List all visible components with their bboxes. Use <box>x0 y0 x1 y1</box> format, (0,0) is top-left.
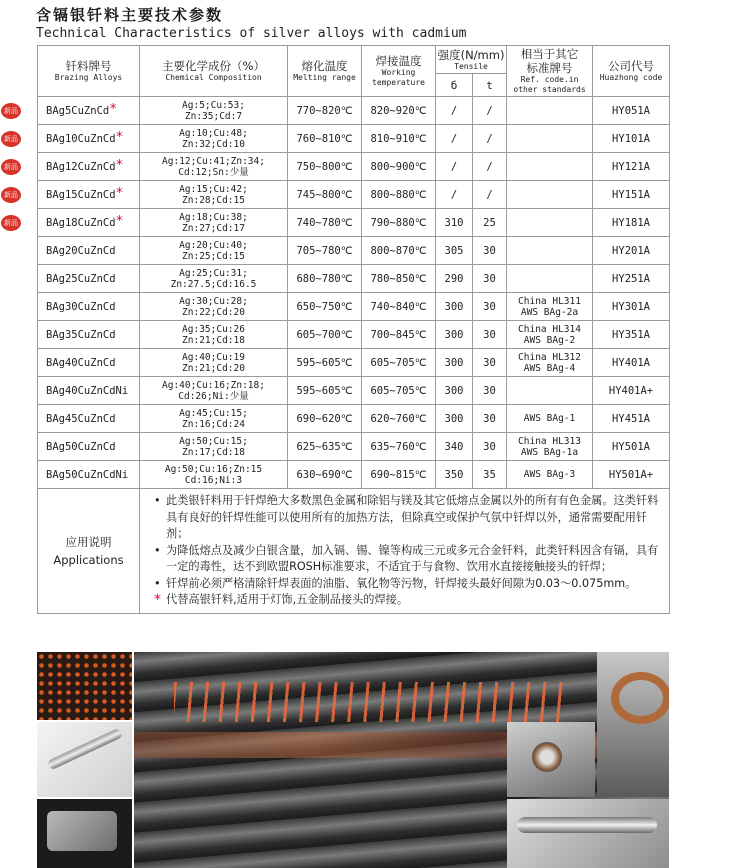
new-product-badge: 新品 <box>1 131 21 147</box>
alloy-cell: BAg25CuZnCd <box>38 265 140 293</box>
code-cell: HY051A <box>593 97 670 125</box>
melting-cell: 595~605℃ <box>288 349 362 377</box>
standard-cell: AWS BAg-3 <box>507 461 593 489</box>
alloy-cell: BAg20CuZnCd <box>38 237 140 265</box>
standard-cell <box>507 125 593 153</box>
alloy-cell: BAg40CuZnCdNi <box>38 377 140 405</box>
working-cell: 605~705℃ <box>362 349 436 377</box>
composition-cell: Ag:12;Cu:41;Zn:34; Cd:12;Sn:少量 <box>140 153 288 181</box>
strength-t-cell: 30 <box>473 237 507 265</box>
table-row <box>38 125 670 153</box>
table-row <box>38 153 670 181</box>
code-cell: HY401A+ <box>593 377 670 405</box>
application-bullet: • 为降低熔点及减少白银含量，加入镉、锡、镍等构成三元或多元合金钎料，此类钎料因含有镉，具有一定的毒性，达不到欧盟ROSH标准要求，不适宜于与食物、饮用水直接接触接头的钎焊； <box>154 543 663 576</box>
header-melting: 熔化温度 Melting range <box>288 46 362 97</box>
working-cell: 780~850℃ <box>362 265 436 293</box>
application-note: * 代替高银钎料,适用于灯饰,五金制品接头的焊接。 <box>154 592 663 609</box>
melting-cell: 650~750℃ <box>288 293 362 321</box>
strength-b-cell: 310 <box>436 209 473 237</box>
standard-cell <box>507 97 593 125</box>
melting-cell: 740~780℃ <box>288 209 362 237</box>
new-product-badge: 新品 <box>1 215 21 231</box>
spec-table <box>4 45 670 614</box>
composition-cell: Ag:5;Cu:53; Zn:35;Cd:7 <box>140 97 288 125</box>
application-bullet: • 此类银钎料用于钎焊绝大多数黑色金属和除铝与镁及其它低熔点金属以外的所有有色金属。这类钎料具有良好的钎焊性能可以使用所有的加热方法，但除真空或保护气氛中钎焊以外，通常需要配用钎剂； <box>154 493 663 543</box>
melting-cell: 625~635℃ <box>288 433 362 461</box>
standard-cell: China HL314 AWS BAg-2 <box>507 321 593 349</box>
star-mark: * <box>109 101 118 117</box>
alloy-cell: 新品 BAg12CuZnCd* <box>38 153 140 181</box>
strength-b-cell: 340 <box>436 433 473 461</box>
application-label: 应用说明 Applications <box>38 489 140 614</box>
strength-b-cell: / <box>436 97 473 125</box>
product-photo-collage <box>37 652 669 868</box>
strength-b-cell: 305 <box>436 237 473 265</box>
table-row <box>38 237 670 265</box>
star-mark: * <box>115 157 124 173</box>
melting-cell: 630~690℃ <box>288 461 362 489</box>
alloy-cell: 新品 BAg15CuZnCd* <box>38 181 140 209</box>
strength-t-cell: / <box>473 97 507 125</box>
standard-cell: China HL313 AWS BAg-1a <box>507 433 593 461</box>
strength-t-cell: 30 <box>473 405 507 433</box>
strength-b-cell: 300 <box>436 349 473 377</box>
table-row <box>38 293 670 321</box>
header-strength: 强度(N/mm) Tensile <box>436 46 507 74</box>
strength-t-cell: 30 <box>473 433 507 461</box>
table-row <box>38 97 670 125</box>
composition-cell: Ag:50;Cu:15; Zn:17;Cd:18 <box>140 433 288 461</box>
table-row <box>38 433 670 461</box>
code-cell: HY401A <box>593 349 670 377</box>
melting-cell: 595~605℃ <box>288 377 362 405</box>
table-header-row <box>38 46 670 74</box>
standard-cell <box>507 237 593 265</box>
strength-t-cell: / <box>473 125 507 153</box>
strength-b-cell: / <box>436 153 473 181</box>
composition-cell: Ag:10;Cu:48; Zn:32;Cd:10 <box>140 125 288 153</box>
new-product-badge: 新品 <box>1 187 21 203</box>
new-product-badge: 新品 <box>1 103 21 119</box>
working-cell: 790~880℃ <box>362 209 436 237</box>
code-cell: HY201A <box>593 237 670 265</box>
table-row <box>38 321 670 349</box>
strength-b-cell: / <box>436 125 473 153</box>
tube-assembly-photo <box>507 799 669 868</box>
star-mark: * <box>115 129 124 145</box>
composition-cell: Ag:30;Cu:28; Zn:22;Cd:20 <box>140 293 288 321</box>
standard-cell <box>507 209 593 237</box>
copper-fitting-photo <box>597 652 669 797</box>
melting-cell: 770~820℃ <box>288 97 362 125</box>
table-row <box>38 181 670 209</box>
alloy-cell: BAg40CuZnCd <box>38 349 140 377</box>
working-cell: 800~870℃ <box>362 237 436 265</box>
strength-b-cell: / <box>436 181 473 209</box>
alloy-cell: BAg30CuZnCd <box>38 293 140 321</box>
strength-t-cell: 30 <box>473 349 507 377</box>
code-cell: HY151A <box>593 181 670 209</box>
standard-cell <box>507 265 593 293</box>
strength-t-cell: 30 <box>473 293 507 321</box>
strength-t-cell: / <box>473 153 507 181</box>
standard-cell: AWS BAg-1 <box>507 405 593 433</box>
strength-t-cell: 30 <box>473 321 507 349</box>
header-code: 公司代号 Huazhong code <box>593 46 670 97</box>
strength-t-cell: 35 <box>473 461 507 489</box>
star-mark: * <box>115 185 124 201</box>
strength-b-cell: 290 <box>436 265 473 293</box>
page-title-cn: 含镉银钎料主要技术参数 <box>36 6 224 24</box>
working-cell: 800~900℃ <box>362 153 436 181</box>
composition-cell: Ag:50;Cu:16;Zn:15 Cd:16;Ni:3 <box>140 461 288 489</box>
working-cell: 800~880℃ <box>362 181 436 209</box>
melting-cell: 760~810℃ <box>288 125 362 153</box>
alloy-cell: 新品 BAg10CuZnCd* <box>38 125 140 153</box>
composition-cell: Ag:40;Cu:19 Zn:21;Cd:20 <box>140 349 288 377</box>
page-title-en: Technical Characteristics of silver alloys with cadmium <box>36 26 467 41</box>
working-cell: 620~760℃ <box>362 405 436 433</box>
new-product-badge: 新品 <box>1 159 21 175</box>
alloy-cell: BAg45CuZnCd <box>38 405 140 433</box>
table-row <box>38 405 670 433</box>
alloy-cell: BAg50CuZnCd <box>38 433 140 461</box>
strength-b-cell: 300 <box>436 405 473 433</box>
working-cell: 690~815℃ <box>362 461 436 489</box>
bolt-joint-photo <box>507 722 595 797</box>
strength-t-cell: / <box>473 181 507 209</box>
standard-cell: China HL311 AWS BAg-2a <box>507 293 593 321</box>
table-row <box>38 349 670 377</box>
table-row <box>38 209 670 237</box>
composition-cell: Ag:20;Cu:40; Zn:25;Cd:15 <box>140 237 288 265</box>
melting-cell: 680~780℃ <box>288 265 362 293</box>
standard-cell <box>507 153 593 181</box>
code-cell: HY101A <box>593 125 670 153</box>
code-cell: HY181A <box>593 209 670 237</box>
header-composition: 主要化学成份（%） Chemical Composition <box>140 46 288 97</box>
composition-cell: Ag:25;Cu:31; Zn:27.5;Cd:16.5 <box>140 265 288 293</box>
perforated-plate-photo <box>37 652 132 720</box>
header-strength-t: t <box>473 74 507 97</box>
alloy-cell: 新品 BAg18CuZnCd* <box>38 209 140 237</box>
standard-cell <box>507 181 593 209</box>
header-strength-b: б <box>436 74 473 97</box>
working-cell: 820~920℃ <box>362 97 436 125</box>
working-cell: 700~845℃ <box>362 321 436 349</box>
strength-t-cell: 30 <box>473 265 507 293</box>
standard-cell: China HL312 AWS BAg-4 <box>507 349 593 377</box>
working-cell: 605~705℃ <box>362 377 436 405</box>
code-cell: HY451A <box>593 405 670 433</box>
melting-cell: 705~780℃ <box>288 237 362 265</box>
table-row <box>38 461 670 489</box>
header-alloy: 钎料牌号 Brazing Alloys <box>38 46 140 97</box>
application-text <box>140 489 670 614</box>
composition-cell: Ag:45;Cu:15; Zn:16;Cd:24 <box>140 405 288 433</box>
header-working: 焊接温度 Working temperature <box>362 46 436 97</box>
melting-cell: 690~620℃ <box>288 405 362 433</box>
composition-cell: Ag:35;Cu:26 Zn:21;Cd:18 <box>140 321 288 349</box>
application-bullet: • 钎焊前必须严格清除钎焊表面的油脂、氧化物等污物，钎焊接头最好间隙为0.03～0.075mm。 <box>154 576 663 593</box>
composition-cell: Ag:40;Cu:16;Zn:18; Cd:26;Ni:少量 <box>140 377 288 405</box>
composition-cell: Ag:18;Cu:38; Zn:27;Cd:17 <box>140 209 288 237</box>
brazed-part-photo <box>37 799 132 868</box>
code-cell: HY121A <box>593 153 670 181</box>
strength-b-cell: 350 <box>436 461 473 489</box>
strength-b-cell: 300 <box>436 377 473 405</box>
strength-b-cell: 300 <box>436 321 473 349</box>
header-standards: 相当于其它 标准牌号 Ref. code.in other standards <box>507 46 593 97</box>
working-cell: 740~840℃ <box>362 293 436 321</box>
table-row <box>38 377 670 405</box>
alloy-cell: BAg50CuZnCdNi <box>38 461 140 489</box>
composition-cell: Ag:15;Cu:42; Zn:28;Cd:15 <box>140 181 288 209</box>
melting-cell: 605~700℃ <box>288 321 362 349</box>
code-cell: HY501A+ <box>593 461 670 489</box>
alloy-cell: BAg35CuZnCd <box>38 321 140 349</box>
code-cell: HY251A <box>593 265 670 293</box>
alloy-cell: 新品 BAg5CuZnCd* <box>38 97 140 125</box>
table-row <box>38 265 670 293</box>
working-cell: 810~910℃ <box>362 125 436 153</box>
star-mark: * <box>115 213 124 229</box>
melting-cell: 750~800℃ <box>288 153 362 181</box>
code-cell: HY501A <box>593 433 670 461</box>
strength-t-cell: 30 <box>473 377 507 405</box>
code-cell: HY301A <box>593 293 670 321</box>
strength-b-cell: 300 <box>436 293 473 321</box>
strength-t-cell: 25 <box>473 209 507 237</box>
melting-cell: 745~800℃ <box>288 181 362 209</box>
bent-pipe-photo <box>37 722 132 797</box>
standard-cell <box>507 377 593 405</box>
working-cell: 635~760℃ <box>362 433 436 461</box>
code-cell: HY351A <box>593 321 670 349</box>
application-row <box>38 489 670 614</box>
